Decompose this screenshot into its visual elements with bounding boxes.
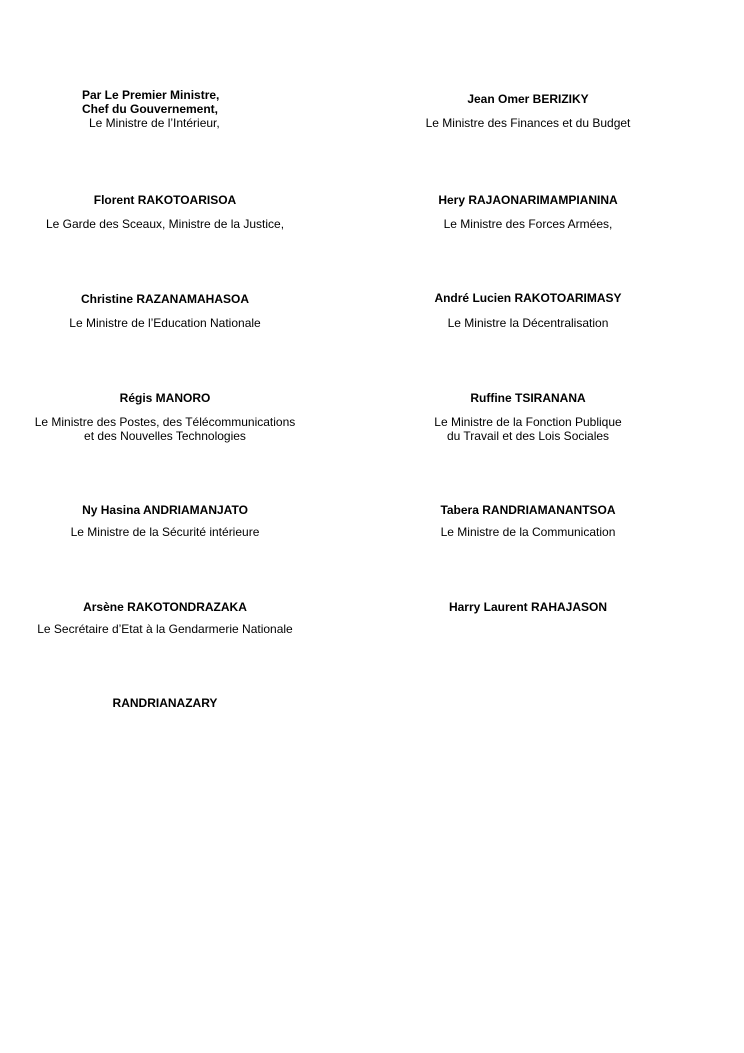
signatory-title-line: et des Nouvelles Technologies [84, 429, 246, 443]
signatory-title-line: Le Ministre des Postes, des Télécommunications [34, 415, 296, 429]
signatory-title: Le Ministre la Décentralisation [447, 316, 609, 330]
signatory-title-line: Le Ministre de la Fonction Publique [434, 415, 622, 429]
signatory-name: RANDRIANAZARY [112, 696, 218, 710]
premier-ministre-line: Par Le Premier Ministre, [82, 88, 220, 102]
signatory-name: Arsène RAKOTONDRAZAKA [83, 600, 247, 614]
signatory-name: Hery RAJAONARIMAMPIANINA [438, 193, 618, 207]
signatory-name: Ny Hasina ANDRIAMANJATO [82, 503, 248, 517]
chef-gouvernement-line: Chef du Gouvernement, [82, 102, 219, 116]
signatory-name: Jean Omer BERIZIKY [467, 92, 589, 106]
signatory-title: Le Ministre de l’Education Nationale [69, 316, 261, 330]
signatory-title: Le Ministre des Finances et du Budget [425, 116, 631, 130]
signatory-name: Régis MANORO [119, 391, 211, 405]
signatory-name: André Lucien RAKOTOARIMASY [434, 291, 622, 305]
signatory-title: Le Garde des Sceaux, Ministre de la Justice, [45, 217, 285, 231]
ministre-interieur-line: Le Ministre de l’Intérieur, [89, 116, 220, 130]
signatory-name: Tabera RANDRIAMANANTSOA [440, 503, 616, 517]
signatory-title-line: du Travail et des Lois Sociales [446, 429, 610, 443]
signatory-name: Christine RAZANAMAHASOA [81, 292, 249, 306]
signatory-title: Le Ministre de la Communication [440, 525, 616, 539]
signatory-name: Ruffine TSIRANANA [470, 391, 586, 405]
signatory-title: Le Ministre de la Sécurité intérieure [70, 525, 260, 539]
signatory-name: Harry Laurent RAHAJASON [448, 600, 608, 614]
signatory-name: Florent RAKOTOARISOA [93, 193, 237, 207]
signatory-title: Le Ministre des Forces Armées, [443, 217, 613, 231]
signatory-title: Le Secrétaire d’Etat à la Gendarmerie Nationale [37, 622, 293, 636]
